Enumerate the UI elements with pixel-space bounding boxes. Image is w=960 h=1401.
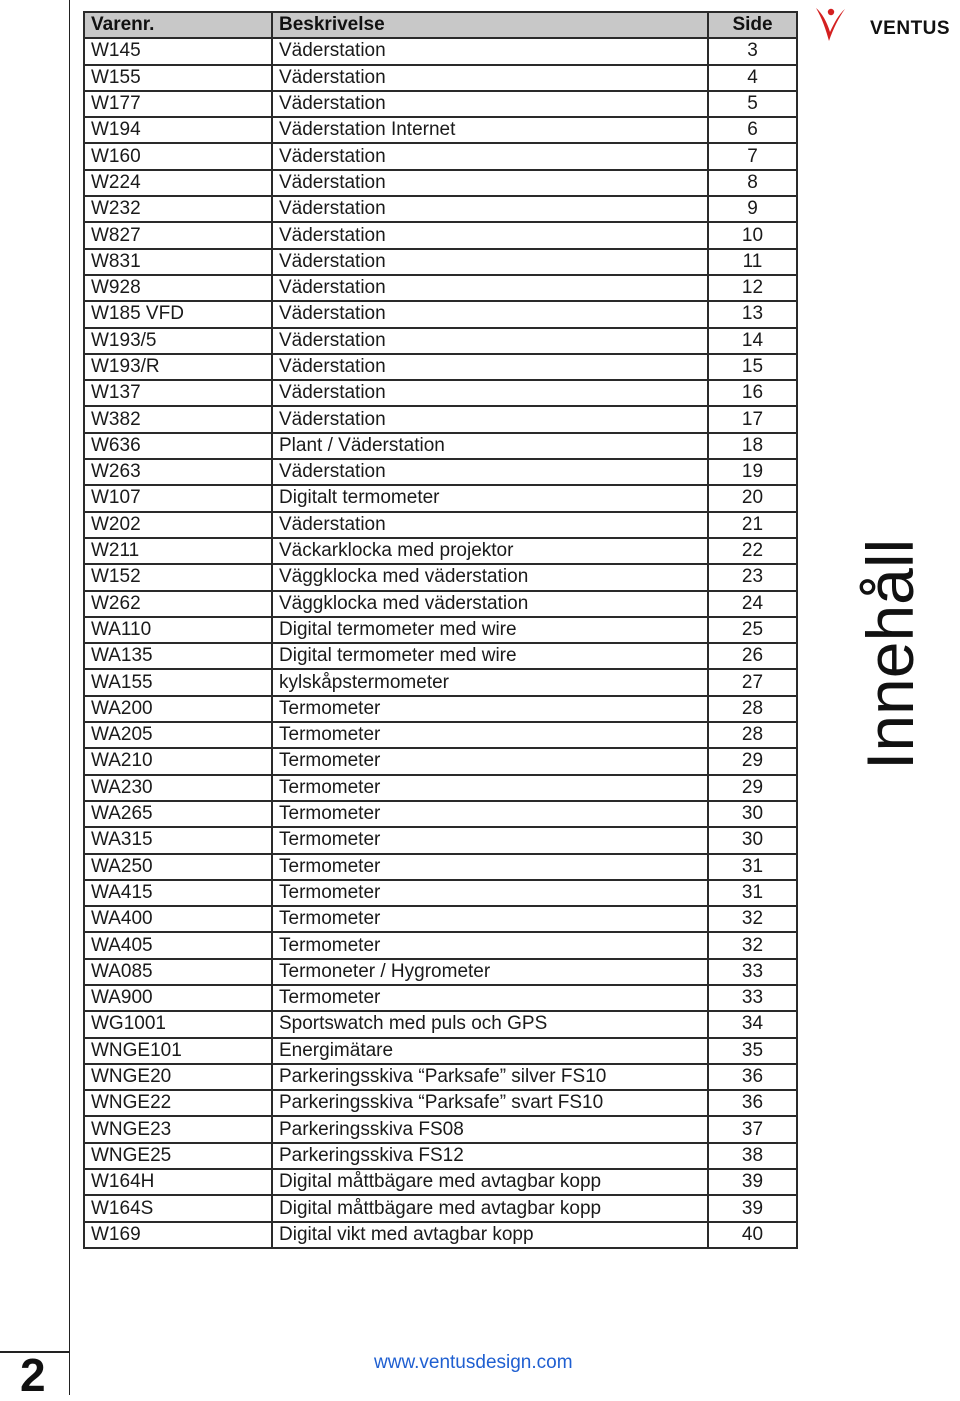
table-row [84,748,797,774]
table-row [84,249,797,275]
cell-beskrivelse: Väderstation [272,196,708,222]
cell-side: 36 [708,1090,797,1116]
cell-side: 24 [708,591,797,617]
cell-varenr: W211 [84,538,272,564]
table-row [84,880,797,906]
table-row [84,696,797,722]
table-row [84,354,797,380]
cell-side: 39 [708,1169,797,1195]
cell-varenr: WA265 [84,801,272,827]
cell-varenr: W827 [84,222,272,248]
cell-beskrivelse: Termometer [272,827,708,853]
cell-beskrivelse: Parkeringsskiva FS08 [272,1116,708,1142]
table-row [84,827,797,853]
table-row [84,538,797,564]
footer-url-link[interactable]: www.ventusdesign.com [374,1352,573,1373]
cell-beskrivelse: Väderstation [272,275,708,301]
table-row [84,1011,797,1037]
cell-varenr: W160 [84,143,272,169]
cell-beskrivelse: Termometer [272,854,708,880]
table-row [84,222,797,248]
cell-varenr: WNGE23 [84,1116,272,1142]
cell-varenr: W145 [84,38,272,64]
table-row [84,801,797,827]
cell-side: 15 [708,354,797,380]
cell-beskrivelse: Termometer [272,880,708,906]
cell-beskrivelse: Termometer [272,775,708,801]
cell-beskrivelse: Väckarklocka med projektor [272,538,708,564]
table-row [84,1222,797,1248]
column-header-beskrivelse: Beskrivelse [272,12,708,38]
cell-varenr: W155 [84,65,272,91]
cell-side: 32 [708,906,797,932]
cell-varenr: WA230 [84,775,272,801]
cell-beskrivelse: Digital vikt med avtagbar kopp [272,1222,708,1248]
cell-side: 34 [708,1011,797,1037]
table-row [84,564,797,590]
cell-varenr: W164S [84,1195,272,1221]
table-row [84,328,797,354]
cell-side: 22 [708,538,797,564]
cell-beskrivelse: Väderstation [272,406,708,432]
cell-side: 7 [708,143,797,169]
table-row [84,1143,797,1169]
cell-varenr: W152 [84,564,272,590]
table-row [84,1169,797,1195]
cell-beskrivelse: Väderstation [272,328,708,354]
cell-varenr: WA315 [84,827,272,853]
cell-beskrivelse: Termometer [272,985,708,1011]
cell-beskrivelse: Energimätare [272,1038,708,1064]
table-row [84,512,797,538]
cell-varenr: WA415 [84,880,272,906]
cell-side: 39 [708,1195,797,1221]
cell-beskrivelse: Väderstation [272,459,708,485]
cell-beskrivelse: Väggklocka med väderstation [272,564,708,590]
table-row [84,433,797,459]
cell-beskrivelse: Väderstation [272,512,708,538]
table-row [84,143,797,169]
cell-varenr: WA250 [84,854,272,880]
cell-beskrivelse: kylskåpstermometer [272,669,708,695]
cell-beskrivelse: Termometer [272,932,708,958]
cell-side: 17 [708,406,797,432]
cell-beskrivelse: Digital termometer med wire [272,617,708,643]
table-row [84,65,797,91]
cell-varenr: W169 [84,1222,272,1248]
cell-side: 30 [708,801,797,827]
table-row [84,617,797,643]
cell-beskrivelse: Väderstation [272,354,708,380]
cell-varenr: W224 [84,170,272,196]
table-row [84,985,797,1011]
table-row [84,906,797,932]
cell-side: 3 [708,38,797,64]
cell-side: 12 [708,275,797,301]
table-row [84,722,797,748]
cell-side: 20 [708,485,797,511]
cell-beskrivelse: Termometer [272,906,708,932]
cell-varenr: WNGE22 [84,1090,272,1116]
cell-varenr: W263 [84,459,272,485]
cell-beskrivelse: Digital termometer med wire [272,643,708,669]
cell-beskrivelse: Väderstation [272,380,708,406]
cell-varenr: WA135 [84,643,272,669]
cell-beskrivelse: Plant / Väderstation [272,433,708,459]
cell-beskrivelse: Väderstation [272,170,708,196]
cell-side: 29 [708,748,797,774]
cell-beskrivelse: Väderstation [272,143,708,169]
cell-varenr: W185 VFD [84,301,272,327]
table-row [84,406,797,432]
cell-beskrivelse: Sportswatch med puls och GPS [272,1011,708,1037]
cell-varenr: W202 [84,512,272,538]
cell-varenr: W928 [84,275,272,301]
cell-varenr: W194 [84,117,272,143]
table-row [84,591,797,617]
column-header-side: Side [708,12,797,38]
cell-side: 37 [708,1116,797,1142]
ventus-logo-text: VENTUS [870,18,951,39]
cell-side: 31 [708,854,797,880]
cell-beskrivelse: Väderstation [272,301,708,327]
table-row [84,380,797,406]
table-row [84,932,797,958]
cell-beskrivelse: Digital måttbägare med avtagbar kopp [272,1195,708,1221]
side-title: Innehåll [853,538,927,770]
cell-varenr: W262 [84,591,272,617]
cell-side: 25 [708,617,797,643]
cell-varenr: WA400 [84,906,272,932]
cell-varenr: WG1001 [84,1011,272,1037]
cell-beskrivelse: Väderstation [272,65,708,91]
cell-beskrivelse: Termoneter / Hygrometer [272,959,708,985]
table-row [84,1038,797,1064]
ventus-logo-icon [812,4,848,44]
table-row [84,1195,797,1221]
cell-side: 30 [708,827,797,853]
cell-side: 28 [708,722,797,748]
cell-beskrivelse: Väderstation [272,222,708,248]
table-row [84,775,797,801]
cell-varenr: W177 [84,91,272,117]
cell-side: 36 [708,1064,797,1090]
cell-side: 32 [708,932,797,958]
cell-varenr: WNGE20 [84,1064,272,1090]
cell-side: 19 [708,459,797,485]
cell-varenr: WA405 [84,932,272,958]
cell-varenr: W193/R [84,354,272,380]
cell-beskrivelse: Väderstation Internet [272,117,708,143]
cell-varenr: W164H [84,1169,272,1195]
cell-beskrivelse: Termometer [272,722,708,748]
cell-side: 5 [708,91,797,117]
cell-side: 28 [708,696,797,722]
cell-side: 40 [708,1222,797,1248]
cell-beskrivelse: Väderstation [272,91,708,117]
table-row [84,117,797,143]
cell-varenr: WA205 [84,722,272,748]
cell-varenr: W107 [84,485,272,511]
table-row [84,91,797,117]
cell-varenr: W193/5 [84,328,272,354]
cell-beskrivelse: Digital måttbägare med avtagbar kopp [272,1169,708,1195]
cell-side: 14 [708,328,797,354]
cell-side: 33 [708,959,797,985]
cell-beskrivelse: Termometer [272,801,708,827]
table-row [84,1064,797,1090]
cell-varenr: W382 [84,406,272,432]
column-header-varenr: Varenr. [84,12,272,38]
cell-side: 4 [708,65,797,91]
table-row [84,196,797,222]
cell-beskrivelse: Parkeringsskiva FS12 [272,1143,708,1169]
contents-table [83,11,798,1249]
table-row [84,38,797,64]
table-row [84,959,797,985]
cell-varenr: WNGE25 [84,1143,272,1169]
cell-beskrivelse: Väggklocka med väderstation [272,591,708,617]
table-row [84,669,797,695]
cell-beskrivelse: Parkeringsskiva “Parksafe” silver FS10 [272,1064,708,1090]
cell-side: 21 [708,512,797,538]
table-row [84,459,797,485]
cell-side: 10 [708,222,797,248]
table-row [84,301,797,327]
cell-beskrivelse: Väderstation [272,249,708,275]
cell-beskrivelse: Termometer [272,696,708,722]
cell-side: 16 [708,380,797,406]
table-row [84,643,797,669]
cell-side: 26 [708,643,797,669]
cell-beskrivelse: Väderstation [272,38,708,64]
cell-varenr: W831 [84,249,272,275]
cell-side: 18 [708,433,797,459]
cell-side: 35 [708,1038,797,1064]
cell-side: 11 [708,249,797,275]
cell-beskrivelse: Parkeringsskiva “Parksafe” svart FS10 [272,1090,708,1116]
cell-varenr: WA200 [84,696,272,722]
table-row [84,1116,797,1142]
left-margin-rule [69,0,70,1395]
cell-beskrivelse: Termometer [272,748,708,774]
cell-side: 27 [708,669,797,695]
cell-side: 38 [708,1143,797,1169]
table-header-row [84,12,797,38]
page-number: 2 [20,1349,46,1401]
cell-varenr: WNGE101 [84,1038,272,1064]
cell-varenr: WA900 [84,985,272,1011]
table-row [84,170,797,196]
cell-varenr: W232 [84,196,272,222]
cell-varenr: W137 [84,380,272,406]
table-row [84,275,797,301]
cell-varenr: WA085 [84,959,272,985]
cell-side: 6 [708,117,797,143]
cell-side: 33 [708,985,797,1011]
cell-side: 9 [708,196,797,222]
table-row [84,485,797,511]
contents-table-body [84,38,797,1248]
cell-side: 8 [708,170,797,196]
cell-varenr: W636 [84,433,272,459]
cell-varenr: WA210 [84,748,272,774]
cell-varenr: WA110 [84,617,272,643]
cell-side: 23 [708,564,797,590]
table-row [84,1090,797,1116]
cell-side: 13 [708,301,797,327]
cell-side: 29 [708,775,797,801]
cell-side: 31 [708,880,797,906]
cell-beskrivelse: Digitalt termometer [272,485,708,511]
ventus-logo [812,4,952,44]
table-row [84,854,797,880]
cell-varenr: WA155 [84,669,272,695]
